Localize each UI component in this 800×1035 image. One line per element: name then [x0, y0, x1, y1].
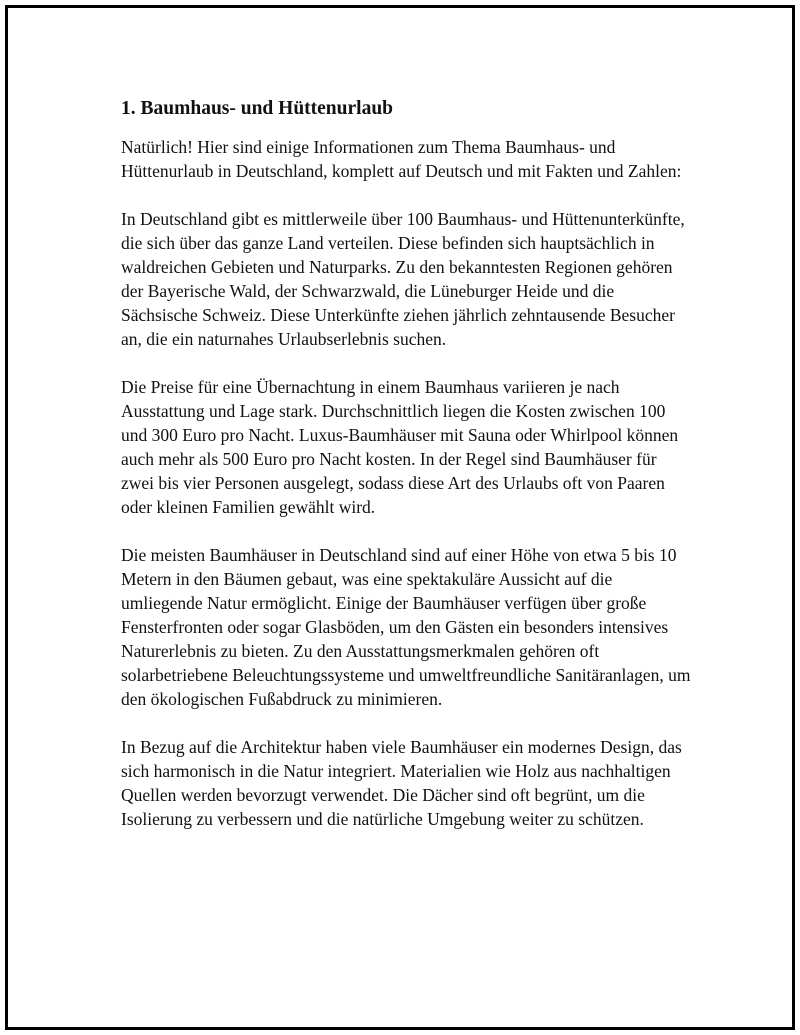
paragraph-features: Die meisten Baumhäuser in Deutschland sind auf einer Höhe von etwa 5 bis 10 Metern in den Bäumen gebaut, was eine spektakuläre Aussicht auf die umliegende Natur ermöglicht. Einige der Baumhäuser verfügen über große Fensterfronten oder sogar Glasböden, um den Gästen ein besonders intensives Naturerlebnis zu bieten. Zu den Ausstattungsmerkmalen gehören oft solarbetriebene Beleuchtungssysteme und umweltfreundliche Sanitäranlagen, um den ökologischen Fußabdruck zu minimieren. [121, 545, 691, 709]
document-content [121, 95, 691, 855]
paragraph-architecture: In Bezug auf die Architektur haben viele Baumhäuser ein modernes Design, das sich harmonisch in die Natur integriert. Materialien wie Holz aus nachhaltigen Quellen werden bevorzugt verwendet. Die Dächer sind oft begrünt, um die Isolierung zu verbessern und die natürliche Umgebung weiter zu schützen. [121, 737, 682, 829]
paragraph-locations: In Deutschland gibt es mittlerweile über 100 Baumhaus- und Hüttenunterkünfte, die sich über das ganze Land verteilen. Diese befinden sich hauptsächlich in waldreichen Gebieten und Naturparks. Zu den bekanntesten Regionen gehören der Bayerische Wald, der Schwarzwald, die Lüneburger Heide und die Sächsische Schweiz. Diese Unterkünfte ziehen jährlich zehntausende Besucher an, die ein naturnahes Urlaubserlebnis suchen. [121, 209, 685, 349]
paragraph-intro: Natürlich! Hier sind einige Informationen zum Thema Baumhaus- und Hüttenurlaub in Deutschland, komplett auf Deutsch und mit Fakten und Zahlen: [121, 137, 682, 181]
section-heading: 1. Baumhaus- und Hüttenurlaub [121, 98, 394, 119]
paragraph-prices: Die Preise für eine Übernachtung in einem Baumhaus variieren je nach Ausstattung und Lage stark. Durchschnittlich liegen die Kosten zwischen 100 und 300 Euro pro Nacht. Luxus-Baumhäuser mit Sauna oder Whirlpool können auch mehr als 500 Euro pro Nacht kosten. In der Regel sind Baumhäuser für zwei bis vier Personen ausgelegt, sodass diese Art des Urlaubs oft von Paaren oder kleinen Familien gewählt wird. [121, 377, 679, 517]
document-page [5, 5, 795, 1030]
